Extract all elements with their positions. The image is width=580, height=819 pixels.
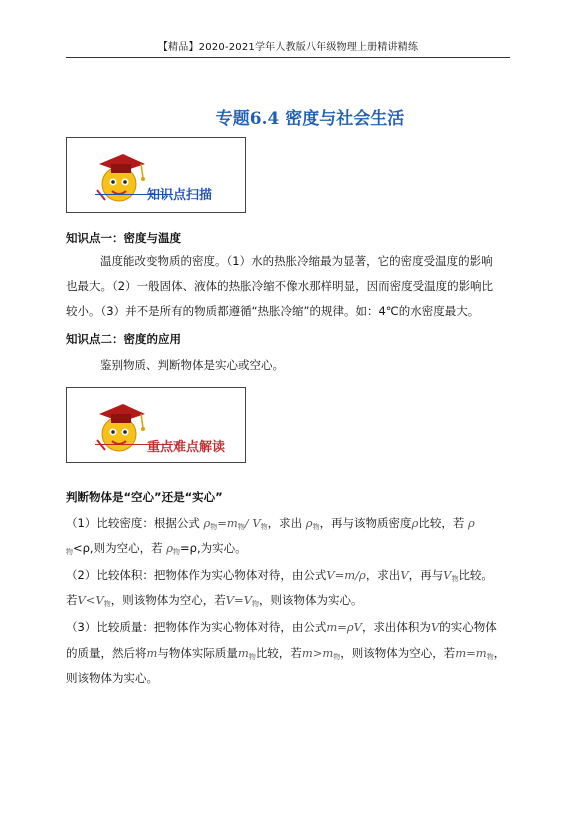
judge-heading: 判断物体是“空心”还是“实心” <box>66 490 223 504</box>
text-run: （1）比较密度：根据公式 <box>66 516 200 530</box>
text-run: ，求出 <box>267 516 303 530</box>
subscript: 物 <box>66 548 73 556</box>
kp1-line3: 较小。（3）并不是所有的物质都遵循“热胀冷缩”的规律。如：4℃的水密度最大。 <box>66 304 480 318</box>
text-run: 比较。 <box>458 568 493 582</box>
kp1-heading: 知识点一：密度与温度 <box>66 231 181 245</box>
text-run: 的实心物体 <box>439 620 497 634</box>
kp1-line1: 温度能改变物质的密度。（1）水的热胀冷缩最为显著，它的密度受温度的影响 <box>100 254 493 268</box>
graduate-mascot-icon <box>89 150 147 206</box>
subscript: 物 <box>173 548 181 556</box>
text-run: ，再与该物质密度 <box>319 516 412 530</box>
subscript: 物 <box>312 523 320 531</box>
formula: ρ <box>166 541 174 555</box>
formula: V=m/ρ <box>326 568 366 582</box>
formula: m <box>146 646 158 660</box>
subscript: 物 <box>252 600 259 608</box>
formula: m=m <box>455 646 487 660</box>
formula: ρ <box>467 516 475 530</box>
text-run: 的质量，然后将 <box>66 646 147 660</box>
text-run: 比较，若 <box>418 516 465 530</box>
section-banner-keypoints <box>66 387 246 463</box>
subscript: 物 <box>486 653 494 661</box>
text-run: ，则该物体为空心，若 <box>340 646 456 660</box>
header-rule <box>66 57 510 58</box>
text-run: ，则该物体为实心。 <box>259 593 363 607</box>
formula: V<V <box>77 593 104 607</box>
kp1-line2: 也最大。（2）一般固体、液体的热胀冷缩不像水那样明显，因而密度受温度的影响比 <box>66 279 494 293</box>
formula: ρ <box>411 516 419 530</box>
subscript: 物 <box>248 653 256 661</box>
formula: ρ <box>305 516 313 530</box>
subscript: 物 <box>333 653 341 661</box>
subscript: 物 <box>210 523 218 531</box>
graduate-mascot-icon <box>89 400 147 456</box>
formula: V=V <box>225 593 252 607</box>
text-run: （2）比较体积：把物体作为实心物体对待，由公式 <box>66 568 327 582</box>
text-run: 与物体实际质量 <box>157 646 238 660</box>
formula: V <box>430 620 440 634</box>
formula: m=ρV <box>326 620 362 634</box>
text-run: ，则该物体为空心，若 <box>110 593 226 607</box>
text-run: <ρ,则为空心，若 <box>73 541 163 555</box>
item2-line2 <box>66 587 512 617</box>
formula: =m <box>217 516 238 530</box>
kp2-heading: 知识点二：密度的应用 <box>66 332 181 346</box>
banner-label: 知识点扫描 <box>147 188 213 203</box>
subscript: 物 <box>451 575 459 583</box>
section-banner-knowledge <box>66 137 246 213</box>
text-run: ， <box>493 646 506 660</box>
item1-line2 <box>66 535 512 565</box>
text-run: 比较，若 <box>255 646 302 660</box>
subscript: 物 <box>260 523 268 531</box>
item3-line3: 则该物体为实心。 <box>66 671 158 685</box>
item3-line1 <box>66 614 512 640</box>
kp2-body: 鉴别物质、判断物体是实心或空心。 <box>100 358 284 372</box>
subscript: 物 <box>237 523 245 531</box>
formula: ρ <box>203 516 211 530</box>
document-header: 【精品】2020-2021学年人教版八年级物理上册精讲精练 <box>157 42 419 53</box>
page-title: 专题6.4 密度与社会生活 <box>215 109 405 129</box>
formula: V <box>443 568 452 582</box>
subscript: 物 <box>103 600 111 608</box>
text-run: ，求出 <box>365 568 401 582</box>
text-run: ，再与 <box>408 568 444 582</box>
formula: / V <box>244 516 261 530</box>
text-run: 若 <box>66 593 78 607</box>
formula: m <box>237 646 249 660</box>
banner-label: 重点难点解读 <box>147 440 226 455</box>
formula: V <box>400 568 409 582</box>
text-run: =ρ,为实心。 <box>180 541 247 555</box>
text-run: ，求出体积为 <box>361 620 431 634</box>
text-run: （3）比较质量：把物体作为实心物体对待，由公式 <box>66 620 327 634</box>
formula: m>m <box>301 646 334 660</box>
